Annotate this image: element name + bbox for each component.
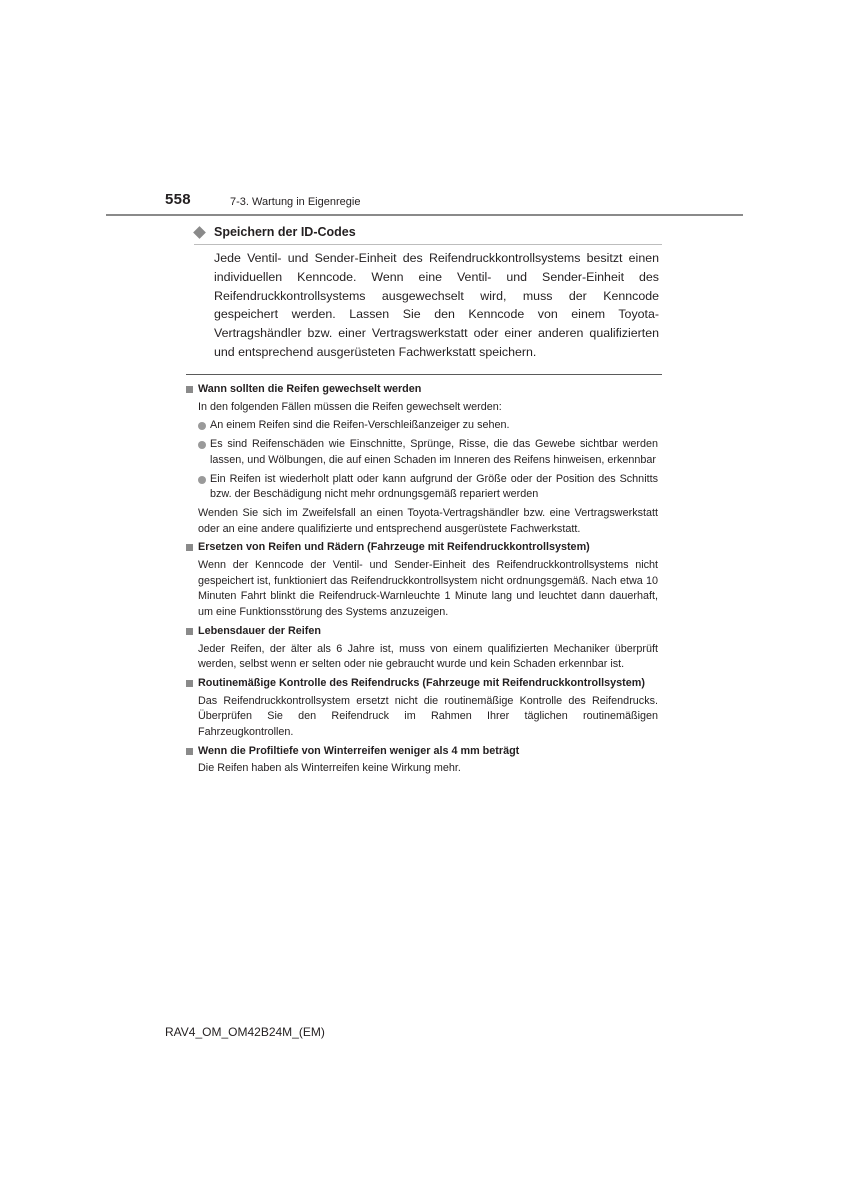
id-codes-heading-text: Speichern der ID-Codes (214, 225, 356, 239)
bullet-text: Ein Reifen ist wiederholt platt oder kann aufgrund der Größe oder der Position des Schnitts bzw. der Beschädigung nicht mehr ordnungsgemäß repariert werden (210, 472, 658, 501)
section-title: 7-3. Wartung in Eigenregie (230, 196, 361, 208)
note-title-text: Lebensdauer der Reifen (198, 624, 321, 637)
bullet-text: An einem Reifen sind die Reifen-Verschleißanzeiger zu sehen. (210, 419, 510, 432)
bullet-list (186, 418, 658, 503)
note-title-text: Wenn die Profiltiefe von Winterreifen weniger als 4 mm beträgt (198, 744, 520, 757)
note-text: Die Reifen haben als Winterreifen keine Wirkung mehr. (198, 762, 461, 775)
list-item (198, 437, 658, 468)
round-bullet-icon (198, 441, 206, 449)
notes-section (186, 382, 658, 780)
notes-divider (186, 374, 662, 375)
diamond-bullet-icon (193, 226, 206, 239)
round-bullet-icon (198, 422, 206, 430)
note-title-text: Ersetzen von Reifen und Rädern (Fahrzeuge mit Reifendruckkontrollsystem) (198, 541, 590, 554)
footer-document-code: RAV4_OM_OM42B24M_(EM) (165, 1025, 325, 1039)
note-title (186, 540, 658, 556)
note-tire-lifespan (186, 624, 658, 673)
square-bullet-icon (186, 628, 193, 635)
note-tire-change (186, 382, 658, 537)
note-text: Das Reifendruckkontrollsystem ersetzt nicht die routinemäßige Kontrolle des Reifendrucks. Überprüfen Sie den Reifendruck im Rahmen Ihrer täglichen routinemäßigen Fahrzeugkontrollen. (198, 694, 658, 739)
square-bullet-icon (186, 748, 193, 755)
list-item (198, 418, 658, 434)
square-bullet-icon (186, 386, 193, 393)
note-title-text: Routinemäßige Kontrolle des Reifendrucks (Fahrzeuge mit Reifendruckkontrollsystem) (198, 676, 645, 689)
page-number: 558 (165, 191, 191, 208)
square-bullet-icon (186, 544, 193, 551)
header-divider (106, 214, 743, 216)
note-winter-tread-depth (186, 744, 658, 777)
note-outro: Wenden Sie sich im Zweifelsfall an einen Toyota-Vertragshändler bzw. eine Vertragswerkstatt oder an eine andere qualifizierte und entsprechend ausgerüstete Fachwerkstatt. (198, 506, 658, 535)
note-title (186, 744, 658, 760)
note-text: Jeder Reifen, der älter als 6 Jahre ist, muss von einem qualifizierten Mechaniker überprüft werden, selbst wenn er selten oder nie gebraucht wurde und kein Schaden erkennbar ist. (198, 642, 658, 671)
id-codes-heading (194, 224, 662, 245)
note-intro: In den folgenden Fällen müssen die Reifen gewechselt werden: (198, 400, 502, 413)
note-routine-pressure-check (186, 676, 658, 741)
note-text: Wenn der Kenncode der Ventil- und Sender-Einheit des Reifendruckkontrollsystems nicht gespeichert ist, funktioniert das Reifendruckkontrollsystem nicht ordnungsgemäß. Nach etwa 10 Minuten Fahrt blinkt die Reifendruck-Warnleuchte 1 Minute lang und leuchtet dann dauerhaft, um eine Funktionsstörung des Systems anzuzeigen. (198, 559, 658, 619)
note-title (186, 382, 658, 398)
note-replace-wheels (186, 540, 658, 621)
square-bullet-icon (186, 680, 193, 687)
note-title-text: Wann sollten die Reifen gewechselt werden (198, 383, 422, 395)
note-title (186, 624, 658, 640)
note-title (186, 676, 658, 692)
bullet-text: Es sind Reifenschäden wie Einschnitte, Sprünge, Risse, die das Gewebe sichtbar werden lassen, und Wölbungen, die auf einen Schaden im Inneren des Reifens hinweisen, erkennbar (210, 438, 658, 466)
round-bullet-icon (198, 476, 206, 484)
list-item (198, 472, 658, 503)
id-codes-body: Jede Ventil- und Sender-Einheit des Reifendruckkontrollsystems besitzt einen individuellen Kenncode. Wenn eine Ventil- und Sender-Einheit des Reifendruckkontrollsystems ausgewechselt wird, muss der Kenncode gespeichert werden. Lassen Sie den Kenncode von einem Toyota-Vertragshändler bzw. einer Vertragswerkstatt oder einer anderen qualifizierten und entsprechend ausgerüsteten Fachwerkstatt speichern. (214, 251, 659, 359)
